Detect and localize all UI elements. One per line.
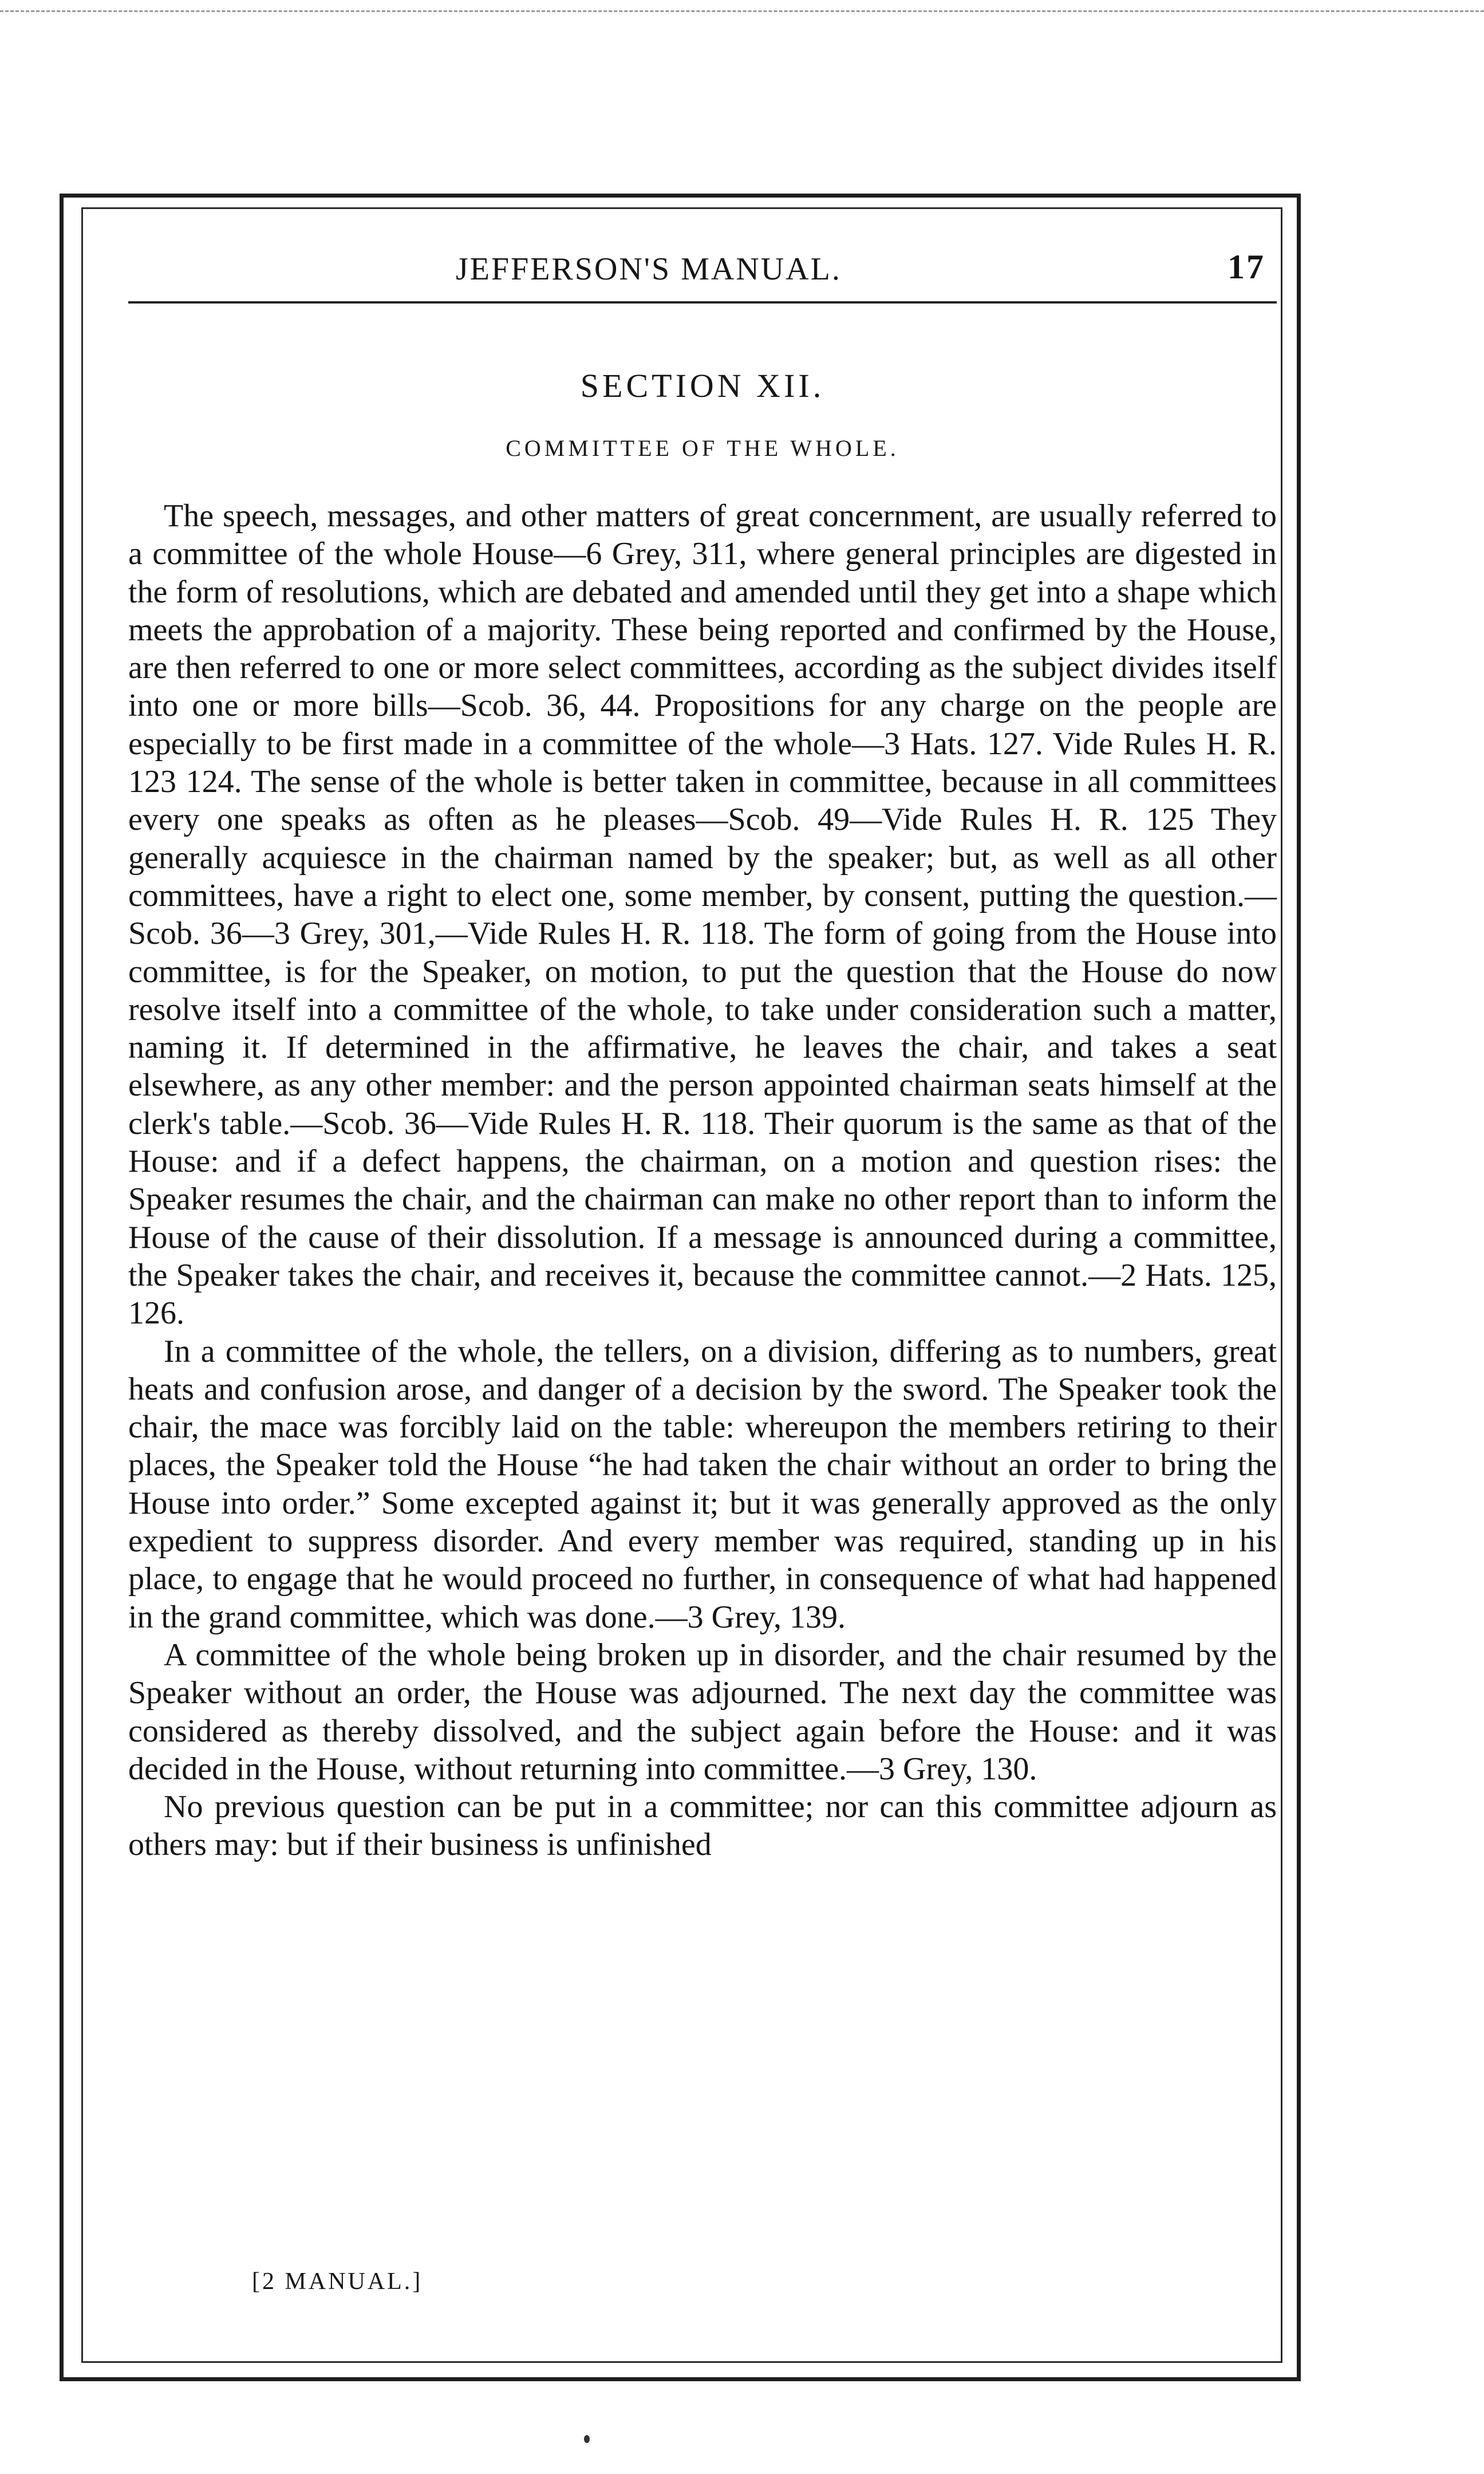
page-content	[128, 241, 1277, 1864]
signature-mark: [2 MANUAL.]	[252, 2268, 423, 2295]
paragraph: The speech, messages, and other matters of great concernment, are usually referred to a committee of the whole House—6 Grey, 311, where general principles are digested in the form of resolutions, which are debated and amended until they get into a shape which meets the approbation of a majority. These being reported and confirmed by the House, are then referred to one or more select committees, according as the subject divides itself into one or more bills—Scob. 36, 44. Propositions for any charge on the people are especially to be first made in a committee of the whole—3 Hats. 127. Vide Rules H. R. 123 124. The sense of the whole is better taken in committee, because in all committees every one speaks as often as he pleases—Scob. 49—Vide Rules H. R. 125 They generally acquiesce in the chairman named by the speaker; but, as well as all other committees, have a right to elect one, some member, by consent, putting the question.—Scob. 36—3 Grey, 301,—Vide Rules H. R. 118. The form of going from the House into committee, is for the Speaker, on motion, to put the question that the House do now resolve itself into a committee of the whole, to take under consideration such a matter, naming it. If determined in the affirmative, he leaves the chair, and takes a seat elsewhere, as any other member: and the person appointed chairman seats himself at the clerk's table.—Scob. 36—Vide Rules H. R. 118. Their quorum is the same as that of the House: and if a defect happens, the chairman, on a motion and question rises: the Speaker resumes the chair, and the chairman can make no other report than to inform the House of the cause of their dissolution. If a message is announced during a committee, the Speaker takes the chair, and receives it, because the committee cannot.—2 Hats. 125, 126.	[128, 498, 1277, 1331]
top-edge-rule	[0, 10, 1484, 12]
body-text	[128, 497, 1277, 1864]
running-head-title: JEFFERSON'S MANUAL.	[456, 251, 842, 287]
running-head-rule	[128, 301, 1277, 304]
running-head	[128, 241, 1277, 296]
paragraph: A committee of the whole being broken up in disorder, and the chair resumed by the Speaker without an order, the House was adjourned. The next day the committee was considered as thereby dissolved, and the subject again before the House: and it was decided in the House, without returning into committee.—3 Grey, 130.	[128, 1637, 1277, 1787]
section-subheading: COMMITTEE OF THE WHOLE.	[506, 435, 899, 461]
paragraph: In a committee of the whole, the tellers, on a division, differing as to numbers, great heats and confusion arose, and danger of a decision by the sword. The Speaker took the chair, the mace was forcibly laid on the table: whereupon the members retiring to their places, the Speaker told the House “he had taken the chair without an order to bring the House into order.” Some excepted against it; but it was generally approved as the only expedient to suppress disorder. And every member was required, standing up in his place, to engage that he would proceed no further, in consequence of what had happened in the grand committee, which was done.—3 Grey, 139.	[128, 1333, 1277, 1635]
page-number: 17	[1228, 248, 1265, 286]
section-heading: SECTION XII.	[580, 367, 825, 404]
stray-mark	[584, 2435, 590, 2443]
paragraph: No previous question can be put in a committee; nor can this committee adjourn as others may: but if their business is unfinished	[128, 1789, 1277, 1863]
